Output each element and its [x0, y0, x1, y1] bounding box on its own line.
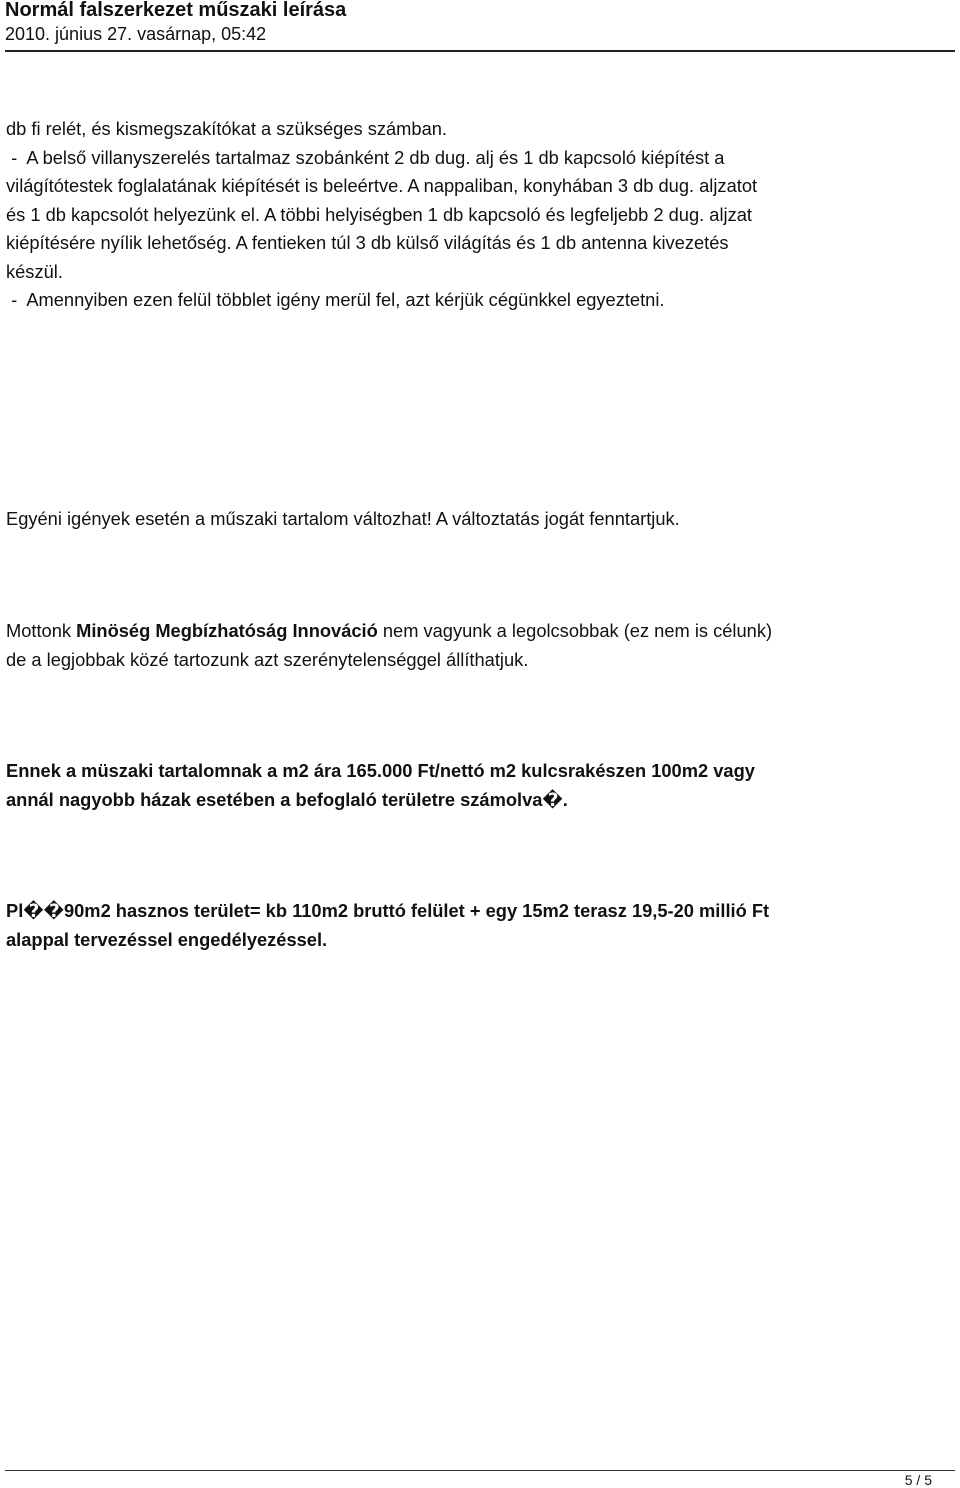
price-line-2: annál nagyobb házak esetében a befoglaló területre számolva�.	[6, 788, 568, 810]
motto-suffix: nem vagyunk a legolcsobbak (ez nem is célunk)	[377, 620, 773, 641]
body-line: készül.	[6, 260, 63, 282]
page-number: 5 / 5	[904, 1472, 932, 1488]
body-line: és 1 db kapcsolót helyezünk el. A többi helyiségben 1 db kapcsoló és legfeljebb 2 dug. aljzat	[6, 203, 752, 225]
price-paragraph	[6, 757, 755, 814]
example-paragraph	[6, 897, 769, 954]
example-line-1: Pl��90m2 hasznos terület= kb 110m2 bruttó felület + egy 15m2 terasz 19,5-20 millió Ft	[6, 900, 770, 921]
footer-divider	[5, 1470, 955, 1471]
document-title: Normál falszerkezet műszaki leírása	[5, 0, 347, 21]
price-line-1: Ennek a müszaki tartalomnak a m2 ára 165.000 Ft/nettó m2 kulcsrakészen 100m2 vagy	[6, 760, 755, 781]
document-date: 2010. június 27. vasárnap, 05:42	[5, 24, 267, 44]
body-paragraph	[6, 115, 951, 315]
body-line: világítótestek foglalatának kiépítését is beleértve. A nappaliban, konyhában 3 db dug. aljzatot	[6, 175, 758, 196]
body-line: kiépítésére nyílik lehetőség. A fentieken túl 3 db külső világítás és 1 db antenna kivezetés	[6, 232, 729, 253]
notice-text: Egyéni igények esetén a műszaki tartalom változhat! A változtatás jogát fenntartjuk.	[6, 508, 680, 529]
body-line: - A belső villanyszerelés tartalmaz szobánként 2 db dug. alj és 1 db kapcsoló kiépítést a	[6, 146, 725, 168]
motto-paragraph	[6, 617, 772, 674]
body-line: db fi relét, és kismegszakítókat a szükséges számban.	[6, 118, 447, 139]
motto-prefix: Mottonk	[6, 620, 77, 641]
motto-line-2: de a legjobbak közé tartozunk azt szerénytelenséggel állíthatjuk.	[6, 648, 529, 670]
body-line: - Amennyiben ezen felül többlet igény merül fel, azt kérjük cégünkkel egyeztetni.	[6, 289, 665, 310]
motto-bold: Minöség Megbízhatóság Innováció	[76, 620, 378, 641]
motto-line	[6, 617, 772, 646]
header-divider	[5, 50, 955, 52]
example-line-2: alappal tervezéssel engedélyezéssel.	[6, 928, 328, 950]
